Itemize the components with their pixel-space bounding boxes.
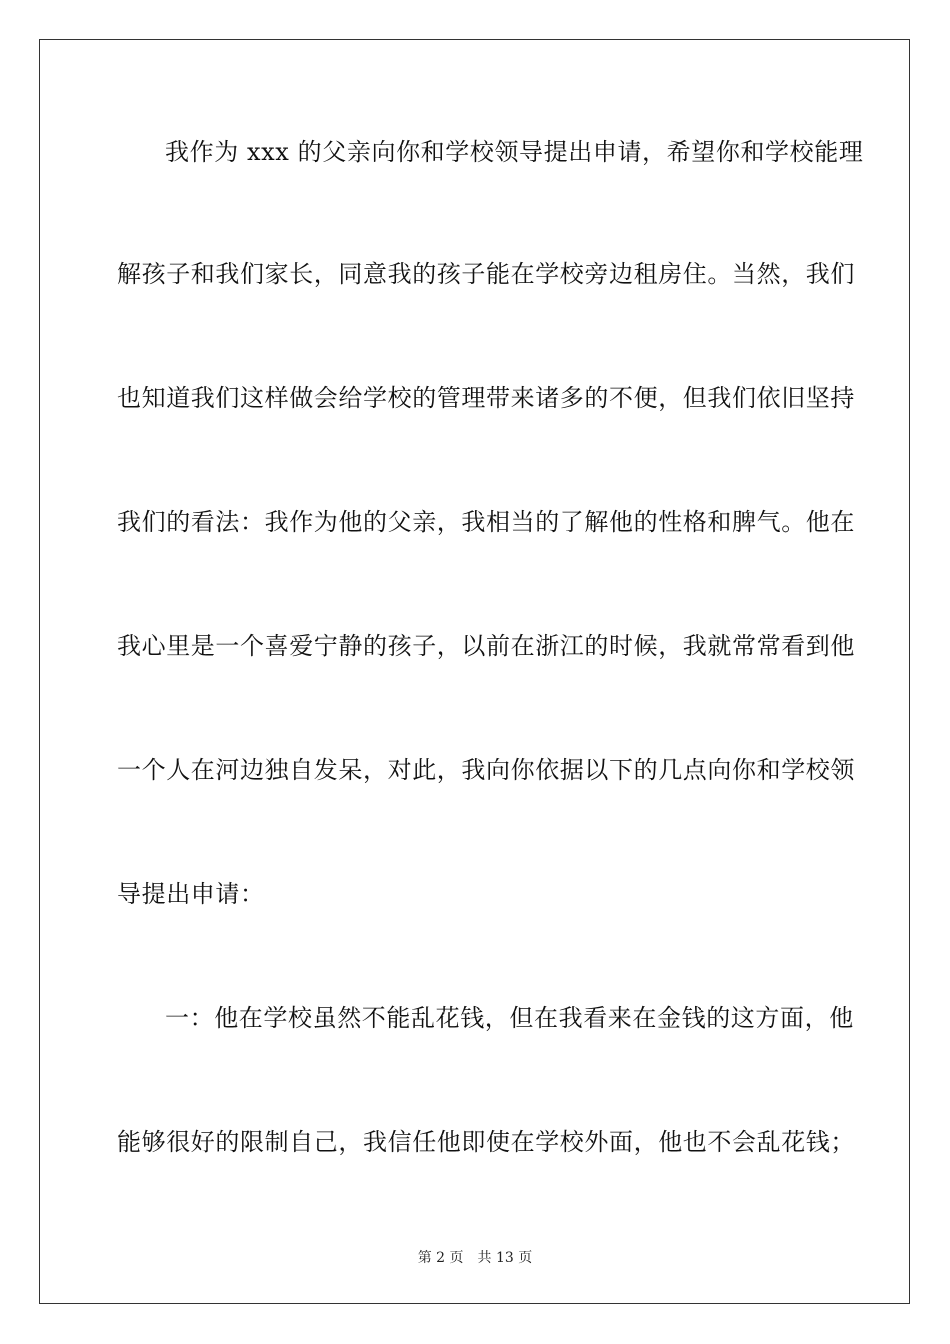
paragraph-line: 也知道我们这样做会给学校的管理带来诸多的不便，但我们依旧坚持 bbox=[117, 384, 855, 412]
paragraph-line: 一：他在学校虽然不能乱花钱，但在我看来在金钱的这方面，他 bbox=[165, 1004, 854, 1032]
paragraph-line: 我心里是一个喜爱宁静的孩子，以前在浙江的时候，我就常常看到他 bbox=[117, 632, 855, 660]
paragraph-line: 一个人在河边独自发呆，对此，我向你依据以下的几点向你和学校领 bbox=[117, 756, 855, 784]
paragraph-line: 我作为 xxx 的父亲向你和学校领导提出申请，希望你和学校能理 bbox=[165, 138, 864, 166]
page-border bbox=[39, 39, 910, 1304]
paragraph-line: 导提出申请： bbox=[117, 880, 265, 908]
page-number-footer: 第 2 页 共 13 页 bbox=[417, 1250, 533, 1266]
paragraph-line: 我们的看法：我作为他的父亲，我相当的了解他的性格和脾气。他在 bbox=[117, 508, 855, 536]
paragraph-line: 解孩子和我们家长，同意我的孩子能在学校旁边租房住。当然，我们 bbox=[117, 260, 855, 288]
paragraph-line: 能够很好的限制自己，我信任他即使在学校外面，他也不会乱花钱； bbox=[117, 1128, 855, 1156]
